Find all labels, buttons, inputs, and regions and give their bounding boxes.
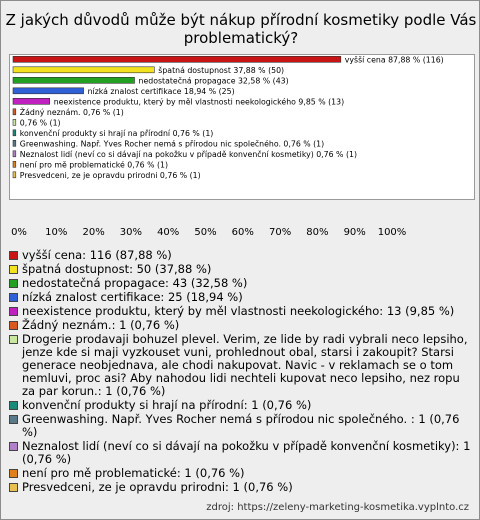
bar-3 [13,88,84,94]
legend-swatch [9,483,18,492]
bar-11 [13,172,16,178]
chart-title: Z jakých důvodů může být nákup přírodní kosmetiky podle Vás problematický? [5,11,477,47]
bar-label-9: Neznalost lidí (neví co si dávají na pokožku v případě konvenční kosmetiky) 0,76 % (1) [19,149,358,159]
bar-6 [13,119,16,125]
legend-item [9,467,473,480]
x-tick-label: 0% [11,227,27,238]
legend-item [9,263,473,276]
bar-label-0: vyšší cena 87,88 % (116) [344,55,444,65]
bar-label-8: Greenwashing. Např. Yves Rocher nemá s přírodou nic společného. 0,76 % (1) [19,139,325,149]
bar-10 [13,161,16,167]
x-tick-label: 80% [306,227,329,238]
bar-2 [13,77,135,83]
x-tick-label: 20% [82,227,105,238]
bar-label-1: špatná dostupnost 37,88 % (50) [158,65,285,75]
bar-label-5: Žádný neznám. 0,76 % (1) [19,107,124,117]
legend-label: neexistence produktu, který by měl vlastnosti neekologického: 13 (9,85 %) [22,304,455,318]
legend-label: konvenční produkty si hrají na přírodní: 1 (0,76 %) [22,398,312,412]
x-tick-label: 50% [194,227,217,238]
legend-item [9,277,473,290]
legend-item [9,481,473,494]
legend-item [9,399,473,412]
legend-item [9,305,473,318]
legend-swatch [9,251,18,260]
legend-swatch [9,279,18,288]
bar-label-3: nízká znalost certifikace 18,94 % (25) [87,86,235,96]
bar-label-11: Presvedceni, ze je opravdu prirodni 0,76 % (1) [19,170,201,180]
legend-swatch [9,335,18,344]
x-tick-label: 90% [343,227,366,238]
bar-1 [13,67,154,73]
legend-item [9,413,473,439]
legend-item [9,333,473,398]
legend-swatch [9,307,18,316]
bar-label-10: není pro mě problematické 0,76 % (1) [19,160,169,170]
legend-label: Greenwashing. Např. Yves Rocher nemá s přírodou nic společného. : 1 (0,76 %) [22,412,460,439]
legend-label: nízká znalost certifikace: 25 (18,94 %) [22,290,243,304]
legend-swatch [9,401,18,410]
x-tick-label: 30% [119,227,143,238]
bar-7 [13,130,16,136]
legend-label: Presvedceni, ze je opravdu prirodni: 1 (0,76 %) [22,480,293,494]
source-note: zdroj: https://zeleny-marketing-kosmetika.vyplnto.cz [206,502,469,513]
bar-0 [13,56,341,62]
legend [9,249,473,495]
legend-label: není pro mě problematické: 1 (0,76 %) [22,466,245,480]
bar-8 [13,140,16,146]
legend-swatch [9,265,18,274]
bar-4 [13,98,50,104]
x-axis-ticks [1,227,480,241]
bar-9 [13,151,16,157]
bar-label-7: konvenční produkty si hrají na přírodní 0,76 % (1) [19,128,214,138]
bar-chart [1,1,480,241]
x-tick-label: 10% [45,227,68,238]
legend-label: Drogerie prodavaji bohuzel plevel. Verim, ze lide by radi vybrali neco lepsiho, jenze kde si maji vyzkouset vuni, prohlednout obal, starsi i zakoupit? Starsi generace neobjednava, ale chodi nakupovat. Navic - v reklamach se o tom nemluvi, proc asi? Aby nahodou lidi nechteli kupovat neco lepsiho, nez ropu za par korun.: 1 (0,76 %) [22,332,468,398]
x-tick-label: 70% [268,227,292,238]
legend-label: vyšší cena: 116 (87,88 %) [22,248,172,262]
legend-swatch [9,415,18,424]
x-tick-label: 100% [377,227,407,238]
legend-swatch [9,469,18,478]
x-tick-label: 40% [157,227,180,238]
legend-item [9,440,473,466]
legend-swatch [9,442,18,451]
legend-item [9,291,473,304]
bar-label-4: neexistence produktu, který by měl vlastnosti neekologického 9,85 % (13) [53,97,345,107]
legend-label: Žádný neznám.: 1 (0,76 %) [22,318,180,332]
legend-label: Neznalost lidí (neví co si dávají na pokožku v případě konvenční kosmetiky): 1 (0,76 %) [22,439,471,466]
legend-label: nedostatečná propagace: 43 (32,58 %) [22,276,248,290]
legend-item [9,319,473,332]
bar-label-6: 0,76 % (1) [19,118,61,128]
legend-swatch [9,293,18,302]
legend-swatch [9,321,18,330]
legend-label: špatná dostupnost: 50 (37,88 %) [22,262,212,276]
bar-label-2: nedostatečná propagace 32,58 % (43) [138,76,289,86]
x-tick-label: 60% [231,227,254,238]
legend-item [9,249,473,262]
bar-5 [13,109,16,115]
